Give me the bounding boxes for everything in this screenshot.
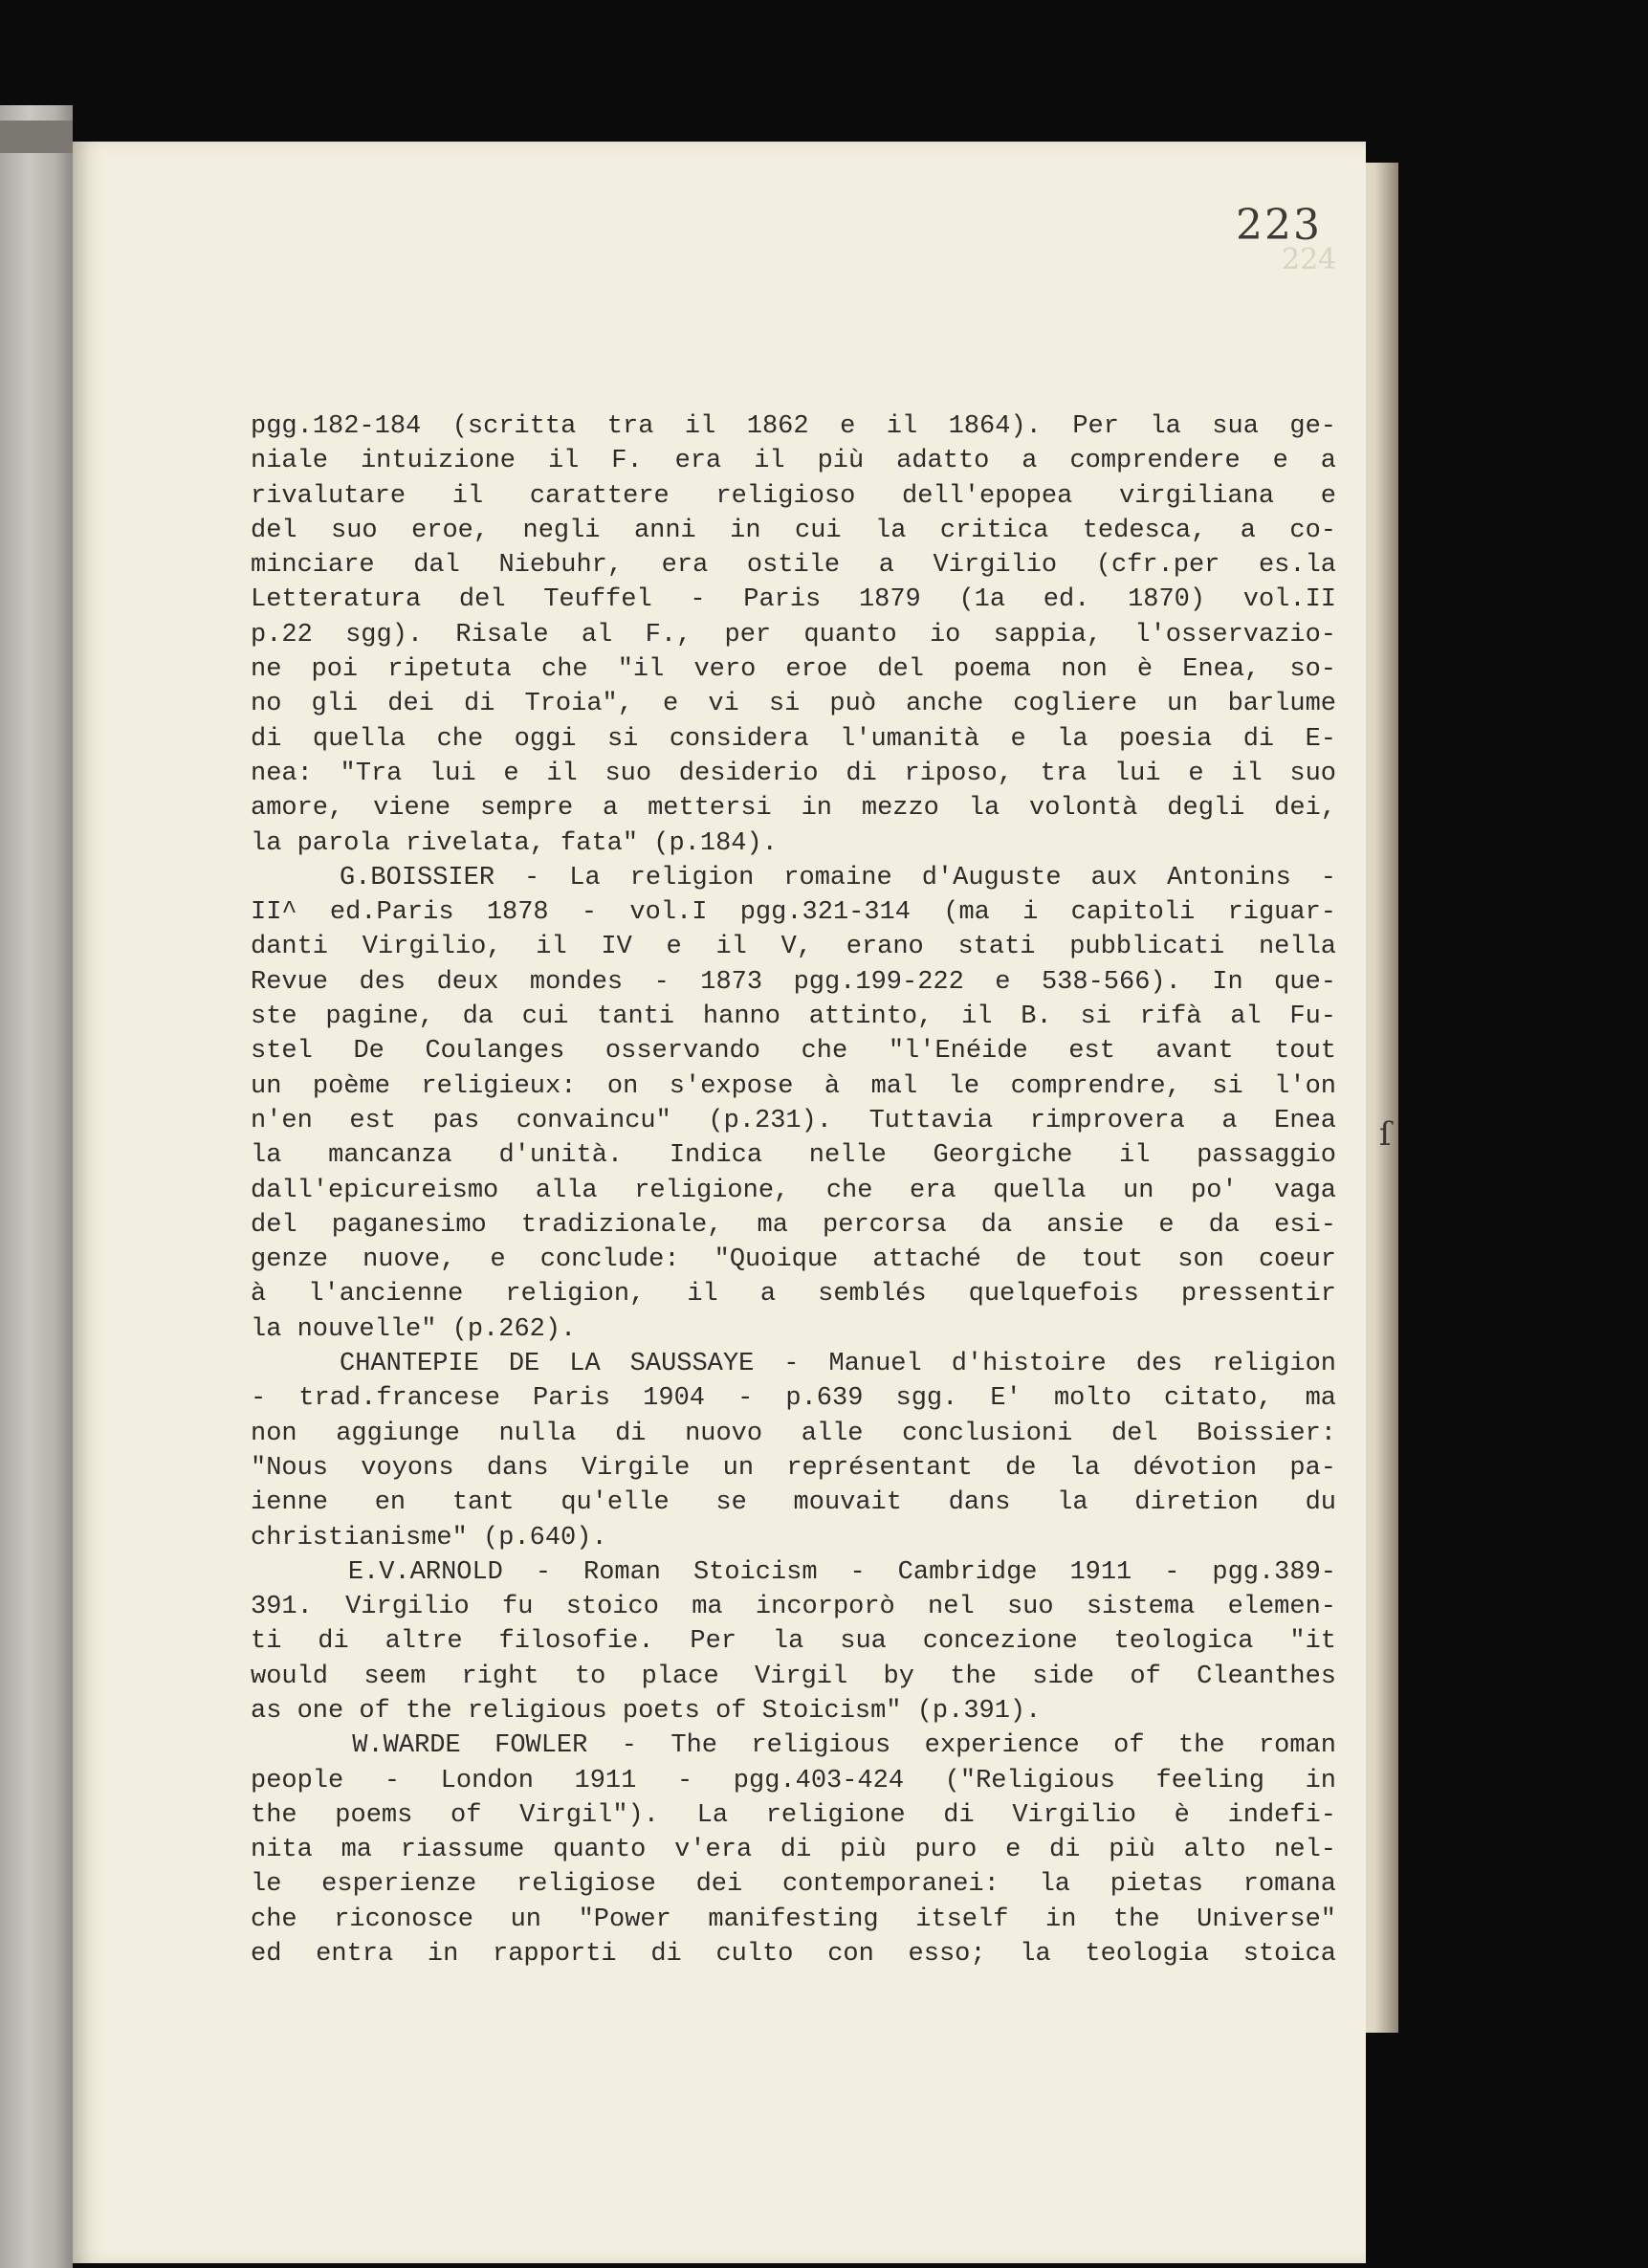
text-line: II^ ed.Paris 1878 - vol.I pgg.321-314 (ma i capitoli riguar- bbox=[251, 898, 1336, 928]
text-line: "Nous voyons dans Virgile un représentant de la dévotion pa- bbox=[251, 1453, 1336, 1483]
text-line: W.WARDE FOWLER - The religious experience of the roman bbox=[251, 1731, 1336, 1761]
text-line: le esperienze religiose dei contemporanei: la pietas romana bbox=[251, 1870, 1336, 1900]
text-line: would seem right to place Virgil by the side of Cleanthes bbox=[251, 1662, 1336, 1691]
text-line: à l'ancienne religion, il a semblés quelquefois pressentir bbox=[251, 1280, 1336, 1310]
text-line: un poème religieux: on s'expose à mal le comprendre, si l'on bbox=[251, 1071, 1336, 1101]
text-line: rivalutare il carattere religioso dell'epopea virgiliana e bbox=[251, 481, 1336, 511]
text-line: G.BOISSIER - La religion romaine d'Auguste aux Antonins - bbox=[251, 863, 1336, 892]
margin-mark: ſ bbox=[1379, 1115, 1392, 1154]
text-line: ste pagine, da cui tanti hanno attinto, il B. si rifà al Fu- bbox=[251, 1002, 1336, 1032]
text-line: no gli dei di Troia", e vi si può anche cogliere un barlume bbox=[251, 690, 1336, 719]
book-cover-edge bbox=[0, 121, 73, 153]
text-line: 391. Virgilio fu stoico ma incorporò nel suo sistema elemen- bbox=[251, 1593, 1336, 1622]
text-line: amore, viene sempre a mettersi in mezzo la volontà degli dei, bbox=[251, 794, 1336, 824]
text-line: la parola rivelata, fata" (p.184). bbox=[251, 828, 778, 858]
text-line: genze nuove, e conclude: "Quoique attaché de tout son coeur bbox=[251, 1245, 1336, 1275]
text-line: stel De Coulanges osservando che "l'Enéide est avant tout bbox=[251, 1037, 1336, 1067]
book-edge-left bbox=[0, 105, 73, 2268]
text-line: Revue des deux mondes - 1873 pgg.199-222 e 538-566). In que- bbox=[251, 967, 1336, 997]
text-line: ti di altre filosofie. Per la sua concezione teologica "it bbox=[251, 1627, 1336, 1657]
text-line: la nouvelle" (p.262). bbox=[251, 1314, 577, 1344]
ghost-page-number: 224 bbox=[1282, 243, 1337, 276]
page-number: 223 bbox=[1236, 201, 1322, 250]
text-line: nea: "Tra lui e il suo desiderio di riposo, tra lui e il suo bbox=[251, 759, 1336, 788]
text-line: niale intuizione il F. era il più adatto a comprendere e a bbox=[251, 447, 1336, 476]
text-line: la mancanza d'unità. Indica nelle Georgiche il passaggio bbox=[251, 1141, 1336, 1171]
text-line: di quella che oggi si considera l'umanità e la poesia di E- bbox=[251, 724, 1336, 754]
text-line: ienne en tant qu'elle se mouvait dans la diretion du bbox=[251, 1488, 1336, 1518]
body-text bbox=[251, 409, 1336, 1971]
text-line: p.22 sgg). Risale al F., per quanto io sappia, l'osservazio- bbox=[251, 620, 1336, 650]
text-line: - trad.francese Paris 1904 - p.639 sgg. E' molto citato, ma bbox=[251, 1384, 1336, 1414]
text-line: n'en est pas convaincu" (p.231). Tuttavia rimprovera a Enea bbox=[251, 1106, 1336, 1135]
text-line: the poems of Virgil"). La religione di Virgilio è indefi- bbox=[251, 1800, 1336, 1830]
text-line: christianisme" (p.640). bbox=[251, 1523, 607, 1552]
text-line: pgg.182-184 (scritta tra il 1862 e il 1864). Per la sua ge- bbox=[251, 412, 1336, 441]
text-line: people - London 1911 - pgg.403-424 ("Religious feeling in bbox=[251, 1766, 1336, 1795]
text-line: minciare dal Niebuhr, era ostile a Virgilio (cfr.per es.la bbox=[251, 551, 1336, 581]
text-line: ne poi ripetuta che "il vero eroe del poema non è Enea, so- bbox=[251, 655, 1336, 685]
text-line: danti Virgilio, il IV e il V, erano stati pubblicati nella bbox=[251, 933, 1336, 962]
text-line: E.V.ARNOLD - Roman Stoicism - Cambridge 1911 - pgg.389- bbox=[251, 1557, 1336, 1587]
text-line: nita ma riassume quanto v'era di più puro e di più alto nel- bbox=[251, 1836, 1336, 1865]
text-line: del paganesimo tradizionale, ma percorsa da ansie e da esi- bbox=[251, 1210, 1336, 1240]
text-line: Letteratura del Teuffel - Paris 1879 (1a ed. 1870) vol.II bbox=[251, 585, 1336, 615]
text-line: ed entra in rapporti di culto con esso; la teologia stoica bbox=[251, 1940, 1336, 1970]
text-line: non aggiunge nulla di nuovo alle conclusioni del Boissier: bbox=[251, 1419, 1336, 1448]
text-line: dall'epicureismo alla religione, che era quella un po' vaga bbox=[251, 1176, 1336, 1205]
text-line: as one of the religious poets of Stoicism" (p.391). bbox=[251, 1696, 1042, 1726]
text-line: del suo eroe, negli anni in cui la critica tedesca, a co- bbox=[251, 516, 1336, 545]
text-line: CHANTEPIE DE LA SAUSSAYE - Manuel d'histoire des religion bbox=[251, 1350, 1336, 1379]
text-line: che riconosce un "Power manifesting itself in the Universe" bbox=[251, 1905, 1336, 1934]
